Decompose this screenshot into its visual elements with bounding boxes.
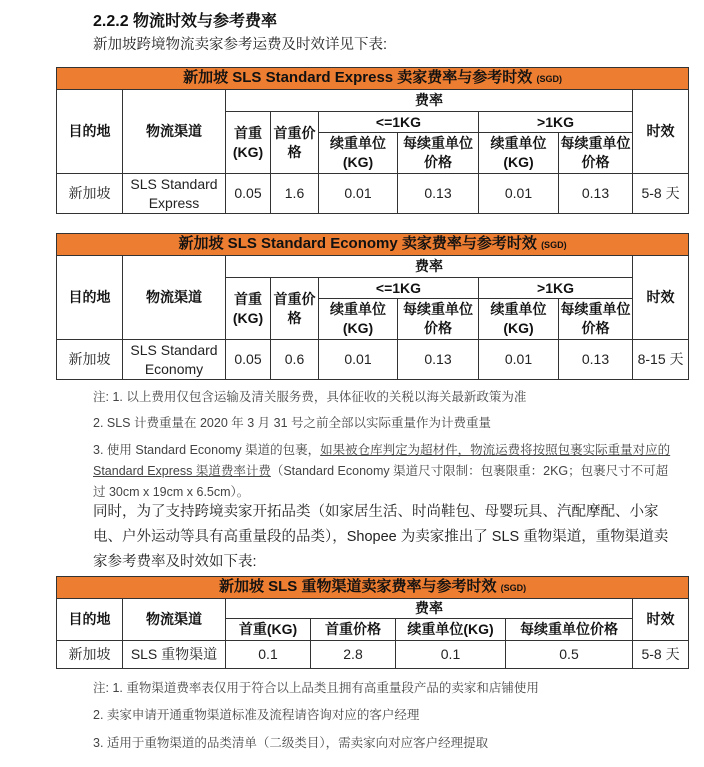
header-le1: <=1KG bbox=[319, 278, 479, 299]
cell: 0.13 bbox=[559, 174, 633, 214]
economy-rate-table bbox=[56, 233, 689, 380]
header-unit: 续重单位(KG) bbox=[319, 299, 398, 340]
cell: 0.13 bbox=[398, 340, 479, 380]
header-rate: 费率 bbox=[226, 256, 633, 278]
heavy-rate-table bbox=[56, 576, 689, 669]
cell: 0.01 bbox=[319, 174, 398, 214]
header-time: 时效 bbox=[633, 599, 689, 641]
header-first-weight: 首重(KG) bbox=[226, 112, 271, 174]
header-dest: 目的地 bbox=[57, 90, 123, 174]
header-unit: 续重单位(KG) bbox=[396, 619, 506, 641]
cell: 0.05 bbox=[226, 340, 271, 380]
cell: 1.6 bbox=[271, 174, 319, 214]
header-first-price: 首重价格 bbox=[311, 619, 396, 641]
header-time: 时效 bbox=[633, 90, 689, 174]
cell: 0.6 bbox=[271, 340, 319, 380]
intro-text: 新加坡跨境物流卖家参考运费及时效详见下表: bbox=[93, 37, 388, 53]
header-gt1: >1KG bbox=[479, 112, 633, 133]
cell: 新加坡 bbox=[57, 174, 123, 214]
cell: 0.01 bbox=[479, 174, 559, 214]
cell: 0.05 bbox=[226, 174, 271, 214]
header-rate: 费率 bbox=[226, 90, 633, 112]
cell: 新加坡 bbox=[57, 340, 123, 380]
header-dest: 目的地 bbox=[57, 256, 123, 340]
header-first-price: 首重价格 bbox=[271, 112, 319, 174]
header-gt1: >1KG bbox=[479, 278, 633, 299]
cell: 5-8 天 bbox=[633, 174, 689, 214]
cell: 0.13 bbox=[559, 340, 633, 380]
header-channel: 物流渠道 bbox=[123, 256, 226, 340]
heavy-note-2: 2. 卖家申请开通重物渠道标准及流程请咨询对应的客户经理 bbox=[93, 708, 420, 722]
header-time: 时效 bbox=[633, 256, 689, 340]
header-dest: 目的地 bbox=[57, 599, 123, 641]
heavy-intro-paragraph: 同时，为了支持跨境卖家开拓品类（如家居生活、时尚鞋包、母婴玩具、汽配摩配、小家电、户外运动等具有高重量段的品类），Shopee 为卖家推出了 SLS 重物渠道，重物渠道卖家参考费率及时效如下表: bbox=[93, 504, 669, 570]
cell: 0.1 bbox=[396, 641, 506, 669]
table-row bbox=[57, 340, 689, 380]
header-unit-price: 每续重单位价格 bbox=[559, 299, 633, 340]
table-title: 新加坡 SLS 重物渠道卖家费率与参考时效 (SGD) bbox=[57, 577, 689, 599]
header-first-weight: 首重(KG) bbox=[226, 278, 271, 340]
note-2: 2. SLS 计费重量在 2020 年 3 月 31 号之前全部以实际重量作为计费重量 bbox=[93, 416, 491, 430]
header-first-price: 首重价格 bbox=[271, 278, 319, 340]
cell: SLS Standard Express bbox=[123, 174, 226, 214]
note-3: 3. 使用 Standard Economy 渠道的包裹，如果被仓库判定为超材件，物流运费将按照包裹实际重量对应的 Standard Express 渠道费率计费（Standard Economy 渠道尺寸限制：包裹限重：2KG；包裹尺寸不可超过 30cm x 19cm x 6.5cm）。 bbox=[93, 443, 671, 499]
header-unit: 续重单位(KG) bbox=[479, 133, 559, 174]
cell: SLS 重物渠道 bbox=[123, 641, 226, 669]
cell: 2.8 bbox=[311, 641, 396, 669]
cell: 0.13 bbox=[398, 174, 479, 214]
cell: 新加坡 bbox=[57, 641, 123, 669]
header-unit: 续重单位(KG) bbox=[479, 299, 559, 340]
cell: 0.1 bbox=[226, 641, 311, 669]
cell: 0.01 bbox=[319, 340, 398, 380]
table-title: 新加坡 SLS Standard Express 卖家费率与参考时效 (SGD) bbox=[57, 68, 689, 90]
cell: 0.01 bbox=[479, 340, 559, 380]
header-channel: 物流渠道 bbox=[123, 90, 226, 174]
table-title: 新加坡 SLS Standard Economy 卖家费率与参考时效 (SGD) bbox=[57, 234, 689, 256]
heavy-note-3: 3. 适用于重物渠道的品类清单（二级类目），需卖家向对应客户经理提取 bbox=[93, 736, 489, 750]
express-rate-table bbox=[56, 67, 689, 214]
header-unit-price: 每续重单位价格 bbox=[559, 133, 633, 174]
cell: 8-15 天 bbox=[633, 340, 689, 380]
note-1: 注: 1. 以上费用仅包含运输及清关服务费，具体征收的关税以海关最新政策为准 bbox=[93, 390, 527, 404]
table-row bbox=[57, 174, 689, 214]
header-channel: 物流渠道 bbox=[123, 599, 226, 641]
header-unit-price: 每续重单位价格 bbox=[506, 619, 633, 641]
cell: 0.5 bbox=[506, 641, 633, 669]
header-first-weight: 首重(KG) bbox=[226, 619, 311, 641]
heavy-note-1: 注: 1. 重物渠道费率表仅用于符合以上品类且拥有高重量段产品的卖家和店铺使用 bbox=[93, 681, 539, 695]
header-unit-price: 每续重单位价格 bbox=[398, 133, 479, 174]
cell: 5-8 天 bbox=[633, 641, 689, 669]
header-unit-price: 每续重单位价格 bbox=[398, 299, 479, 340]
header-unit: 续重单位(KG) bbox=[319, 133, 398, 174]
table-row bbox=[57, 641, 689, 669]
header-le1: <=1KG bbox=[319, 112, 479, 133]
cell: SLS Standard Economy bbox=[123, 340, 226, 380]
section-heading: 2.2.2 物流时效与参考费率 bbox=[93, 13, 278, 30]
header-rate: 费率 bbox=[226, 599, 633, 619]
